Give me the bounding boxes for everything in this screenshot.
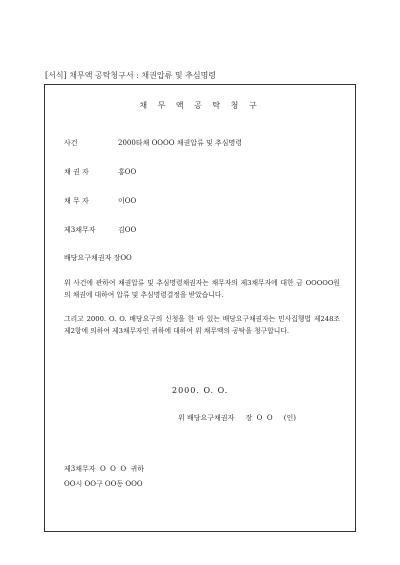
case-label: 사건 — [64, 139, 78, 147]
applicant-text: 위 배당요구채권자 장 O O (인) — [178, 414, 296, 422]
body-paragraph-1: 위 사건에 관하여 채권압류 및 추심명령채권자는 채무자의 제3채무자에 대한 금 OOOOO원의 채권에 대하여 압류 및 추심명령결정을 받았습니다. — [64, 279, 340, 299]
addressee — [64, 464, 144, 474]
third-debtor-label: 제3채무자 — [64, 226, 96, 234]
addressee-address: OO시 OO구 OO동 OOO — [64, 480, 143, 488]
document-date: 2000. O. O. — [172, 386, 229, 395]
case-value: 2000타채 OOOO 채권압류 및 추심명령 — [118, 139, 243, 147]
document-caption: [서식] 채무액 공탁청구서 : 채권압류 및 추심명령 — [45, 71, 217, 80]
creditor-value: 홍OO — [118, 168, 137, 176]
third-debtor-value: 김OO — [118, 226, 137, 234]
debtor-label: 채 무 자 — [64, 197, 89, 205]
creditor-label: 채 권 자 — [64, 168, 89, 176]
applicant-signature — [178, 413, 296, 423]
dividend-creditor-label: 배당요구채권자 장OO — [64, 254, 132, 262]
body-paragraph-2: 그리고 2000. O. O. 배당요구의 신청을 한 바 있는 배당요구채권자는 민사집행법 제248조 제2항에 의하여 제3채무자인 귀하에 대하여 위 채무액의 공탁을 청구합니다. — [64, 315, 340, 335]
debtor-value: 이OO — [118, 197, 137, 205]
document-title: 채 무 액 공 탁 청 구 — [139, 101, 261, 110]
addressee-text: 제3채무자 O O O 귀하 — [64, 465, 145, 473]
